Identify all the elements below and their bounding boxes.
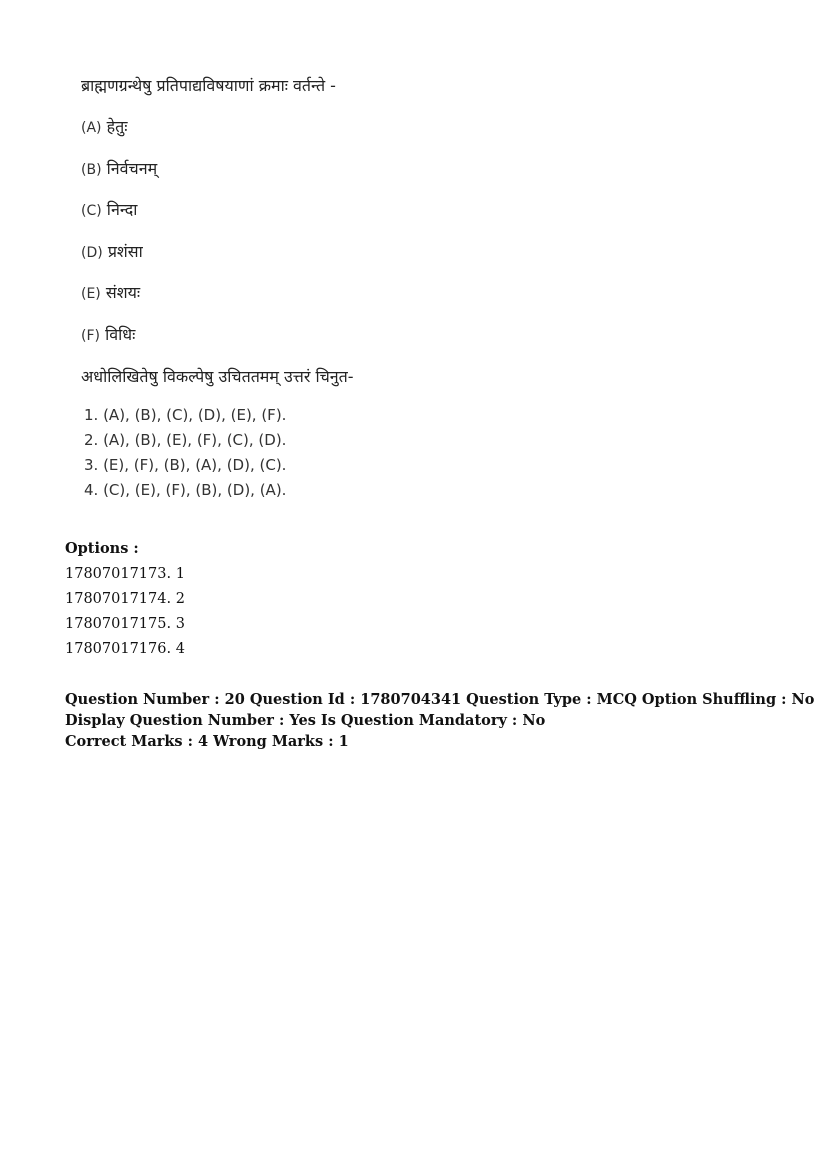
statement-text: संशयः — [105, 283, 141, 303]
statement-text: हेतुः — [106, 117, 128, 136]
question-stem: ब्राह्मणग्रन्थेषु प्रतिपाद्यविषयाणां क्रमाः वर्तन्ते - — [81, 76, 336, 95]
answer-choice-1: 1. (A), (B), (C), (D), (E), (F). — [84, 405, 287, 424]
statement-item-a — [81, 115, 781, 139]
question-metadata — [65, 689, 815, 752]
option-id-row: 17807017175. 3 — [65, 616, 185, 632]
options-title: Options : — [65, 540, 139, 557]
metadata-line-display-info: Display Question Number : Yes Is Question Mandatory : No — [65, 712, 546, 729]
answer-choice-4: 4. (C), (E), (F), (B), (D), (A). — [84, 480, 287, 499]
answer-choices-list — [81, 403, 781, 503]
statement-label: (B) — [81, 161, 102, 178]
option-id-row: 17807017173. 1 — [65, 566, 185, 582]
statement-text: निन्दा — [106, 200, 138, 220]
statement-text: विधिः — [105, 324, 136, 344]
statement-label: (A) — [81, 120, 102, 136]
statement-text: निर्वचनम् — [106, 158, 158, 178]
statement-label: (E) — [81, 286, 101, 303]
answer-choice-2: 2. (A), (B), (E), (F), (C), (D). — [84, 430, 287, 449]
options-block — [65, 538, 785, 662]
statement-item-e — [81, 281, 781, 305]
answer-choice-3: 3. (E), (F), (B), (A), (D), (C). — [84, 455, 287, 474]
question-block — [81, 74, 781, 503]
statement-item-d — [81, 240, 781, 264]
statement-text: प्रशंसा — [107, 241, 143, 261]
option-id-row: 17807017174. 2 — [65, 591, 185, 607]
question-instruction: अधोलिखितेषु विकल्पेषु उचिततमम् उत्तरं चिनुत- — [81, 366, 354, 386]
option-id-row: 17807017176. 4 — [65, 641, 185, 657]
statement-item-c — [81, 198, 781, 222]
statement-item-f — [81, 323, 781, 347]
statement-label: (D) — [81, 244, 103, 261]
statement-label: (F) — [81, 327, 100, 344]
metadata-line-question-info: Question Number : 20 Question Id : 1780704341 Question Type : MCQ Option Shuffling : No — [65, 691, 815, 708]
metadata-line-marks: Correct Marks : 4 Wrong Marks : 1 — [65, 733, 349, 750]
statement-label: (C) — [81, 203, 102, 220]
statement-item-b — [81, 157, 781, 181]
